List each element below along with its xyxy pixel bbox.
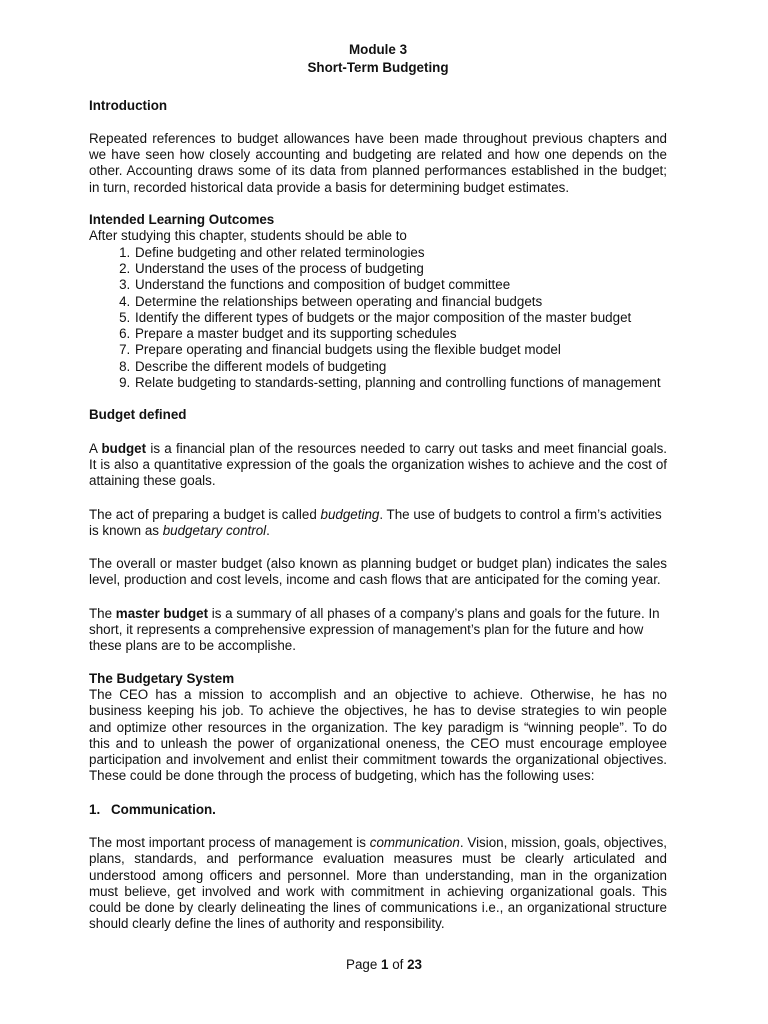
budgeting-term: budgeting <box>320 506 380 522</box>
page-title: Short-Term Budgeting <box>307 60 449 76</box>
communication-term: communication <box>369 834 460 850</box>
budget-defined-heading: Budget defined <box>89 407 187 423</box>
outcome-item: 9. Relate budgeting to standards-setting, planning and controlling functions of management <box>134 375 667 391</box>
outcome-item: 3. Understand the functions and composition of budget committee <box>134 277 667 293</box>
budgetary-control-term: budgetary control <box>162 522 267 538</box>
outcome-item: 5. Identify the different types of budgets or the major composition of the master budget <box>134 310 667 326</box>
outcomes-lead: After studying this chapter, students should be able to <box>89 228 407 244</box>
outcome-item: 1. Define budgeting and other related terminologies <box>134 245 667 261</box>
budget-term: budget <box>101 440 147 456</box>
total-pages: 23 <box>407 957 422 972</box>
section-number: 1. <box>89 801 101 817</box>
outcome-item: 8. Describe the different models of budgeting <box>134 359 667 375</box>
master-budget-term: master budget <box>115 605 209 621</box>
communication-heading: 1. Communication. <box>89 801 216 817</box>
outcomes-heading: Intended Learning Outcomes <box>89 212 275 228</box>
communication-paragraph: The most important process of management is communication. Vision, mission, goals, objectives, plans, standards, and performance evaluation measures must be clearly articulated and understood among officers and personnel. More than understanding, man in the organization must believe, get involved and work with commitment in achieving organizational goals. This could be done by clearly delineating the lines of communications i.e., an organizational structure should clearly define the lines of authority and responsibility. <box>89 834 667 932</box>
budgeting-paragraph: The act of preparing a budget is called budgeting. The use of budgets to control a firm’s activities is known as budgetary control. <box>89 506 662 538</box>
budget-definition-paragraph: A budget is a financial plan of the resources needed to carry out tasks and meet financial goals. It is also a quantitative expression of the goals the organization wishes to achieve and the cost of attaining these goals. <box>89 440 667 489</box>
current-page-number: 1 <box>381 957 389 972</box>
page-footer: Page 1 of 23 <box>346 957 422 972</box>
master-budget-overview-paragraph: The overall or master budget (also known as planning budget or budget plan) indicates the sales level, production and cost levels, income and cash flows that are anticipated for the coming year. <box>89 556 667 588</box>
introduction-heading: Introduction <box>89 97 168 113</box>
outcome-item: 7. Prepare operating and financial budgets using the flexible budget model <box>134 342 667 358</box>
outcome-item: 4. Determine the relationships between operating and financial budgets <box>134 294 667 310</box>
outcome-item: 6. Prepare a master budget and its supporting schedules <box>134 326 667 342</box>
budgetary-system-heading: The Budgetary System <box>89 670 235 686</box>
module-label: Module 3 <box>348 42 408 57</box>
page-content <box>89 42 667 933</box>
outcome-item: 2. Understand the uses of the process of budgeting <box>134 261 667 277</box>
introduction-paragraph: Repeated references to budget allowances have been made throughout previous chapters and we have seen how closely accounting and budgeting are related and how one depends on the other. Accounting draws some of its data from planned performances established in the budget; in turn, recorded historical data provide a basis for determining budget estimates. <box>89 130 667 195</box>
budgetary-system-paragraph: The CEO has a mission to accomplish and an objective to achieve. Otherwise, he has no business keeping his job. To achieve the objectives, he has to devise strategies to win people and optimize other resources in the organization. The key paradigm is “winning people”. To do this and to unleash the power of organizational oneness, the CEO must encourage employee participation and involvement and enlist their commitment towards the organizational objectives. These could be done through the process of budgeting, which has the following uses: <box>89 686 667 784</box>
master-budget-paragraph: The master budget is a summary of all phases of a company’s plans and goals for the future. In short, it represents a comprehensive expression of management’s plan for the future and how these plans are to be accomplishe. <box>89 605 660 654</box>
outcomes-list <box>89 245 667 392</box>
